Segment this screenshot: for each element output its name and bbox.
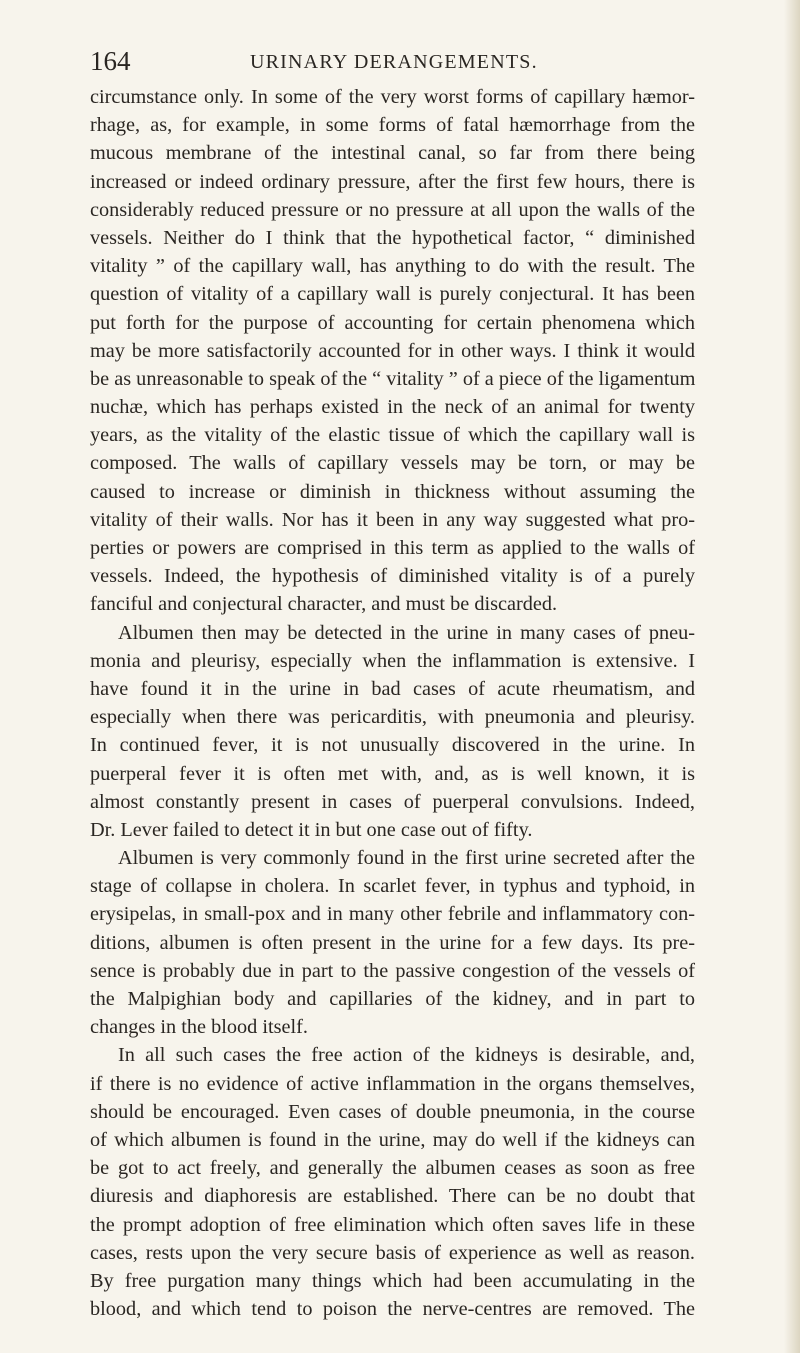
text-line: put forth for the purpose of accounting for certain phenomena which (90, 311, 695, 334)
text-line: composed. The walls of capillary vessels may be torn, or may be (90, 452, 695, 475)
text-line: question of vitality of a capillary wall is purely conjectural. It has been (90, 283, 695, 306)
text-line: stage of collapse in cholera. In scarlet fever, in typhus and typhoid, in (90, 875, 695, 898)
text-line: if there is no evidence of active inflammation in the organs themselves, (90, 1072, 695, 1095)
text-line: be got to act freely, and generally the albumen ceases as soon as free (90, 1157, 695, 1180)
text-line: sence is probably due in part to the passive congestion of the vessels of (90, 959, 695, 982)
text-line: the prompt adoption of free elimination which often saves life in these (90, 1213, 695, 1236)
text-line: vitality of their walls. Nor has it been in any way suggested what pro- (90, 508, 695, 531)
text-line: perties or powers are comprised in this term as applied to the walls of (90, 537, 695, 559)
text-line: vessels. Indeed, the hypothesis of diminished vitality is of a purely (90, 565, 695, 588)
text-line: By free purgation many things which had been accumulating in the (90, 1269, 695, 1292)
page-edge-shadow (784, 0, 800, 1353)
text-line: ditions, albumen is often present in the urine for a few days. Its pre- (90, 931, 695, 954)
text-line: puerperal fever it is often met with, and, as is well known, it is (90, 762, 695, 785)
body-text (90, 83, 695, 1323)
text-line: the Malpighian body and capillaries of the kidney, and in part to (90, 988, 695, 1010)
text-line: mucous membrane of the intestinal canal, so far from there being (90, 142, 695, 165)
text-line: vitality ” of the capillary wall, has anything to do with the result. The (90, 255, 695, 278)
text-line: rhage, as, for example, in some forms of fatal hæmorrhage from the (90, 114, 695, 137)
text-line: Albumen then may be detected in the urine in many cases of pneu- (118, 621, 695, 644)
text-line: changes in the blood itself. (90, 1016, 308, 1039)
text-line: fanciful and conjectural character, and must be discarded. (90, 593, 558, 616)
text-line: blood, and which tend to poison the nerve-centres are removed. The (90, 1298, 695, 1321)
running-title: URINARY DERANGEMENTS. (250, 51, 538, 73)
running-head (90, 44, 710, 78)
text-line: especially when there was pericarditis, with pneumonia and pleurisy. (90, 706, 695, 729)
text-line: caused to increase or diminish in thickness without assuming the (90, 480, 695, 503)
text-line: may be more satisfactorily accounted for in other ways. I think it would (90, 339, 695, 362)
text-line: increased or indeed ordinary pressure, after the first few hours, there is (90, 170, 695, 193)
text-line: monia and pleurisy, especially when the inflammation is extensive. I (90, 649, 695, 672)
text-line: years, as the vitality of the elastic tissue of which the capillary wall is (90, 424, 695, 447)
text-line: nuchæ, which has perhaps existed in the neck of an animal for twenty (90, 396, 695, 419)
page-number: 164 (90, 46, 131, 76)
text-line: In all such cases the free action of the kidneys is desirable, and, (118, 1044, 695, 1067)
text-line: erysipelas, in small-pox and in many other febrile and inflammatory con- (90, 903, 695, 926)
text-line: cases, rests upon the very secure basis of experience as well as reason. (90, 1241, 695, 1264)
text-line: almost constantly present in cases of puerperal convulsions. Indeed, (90, 790, 695, 813)
text-line: vessels. Neither do I think that the hypothetical factor, “ diminished (90, 226, 695, 249)
text-line: Albumen is very commonly found in the first urine secreted after the (118, 847, 695, 870)
text-line: considerably reduced pressure or no pressure at all upon the walls of the (90, 198, 695, 221)
text-line: be as unreasonable to speak of the “ vitality ” of a piece of the ligamentum (90, 367, 696, 390)
text-line: should be encouraged. Even cases of double pneumonia, in the course (90, 1100, 695, 1123)
text-line: of which albumen is found in the urine, may do well if the kidneys can (90, 1128, 695, 1151)
text-line: Dr. Lever failed to detect it in but one case out of fifty. (90, 818, 533, 841)
text-line: In continued fever, it is not unusually discovered in the urine. In (90, 734, 695, 757)
text-line: circumstance only. In some of the very worst forms of capillary hæmor- (90, 86, 695, 108)
text-line: have found it in the urine in bad cases of acute rheumatism, and (90, 677, 695, 700)
text-line: diuresis and diaphoresis are established. There can be no doubt that (90, 1185, 695, 1208)
